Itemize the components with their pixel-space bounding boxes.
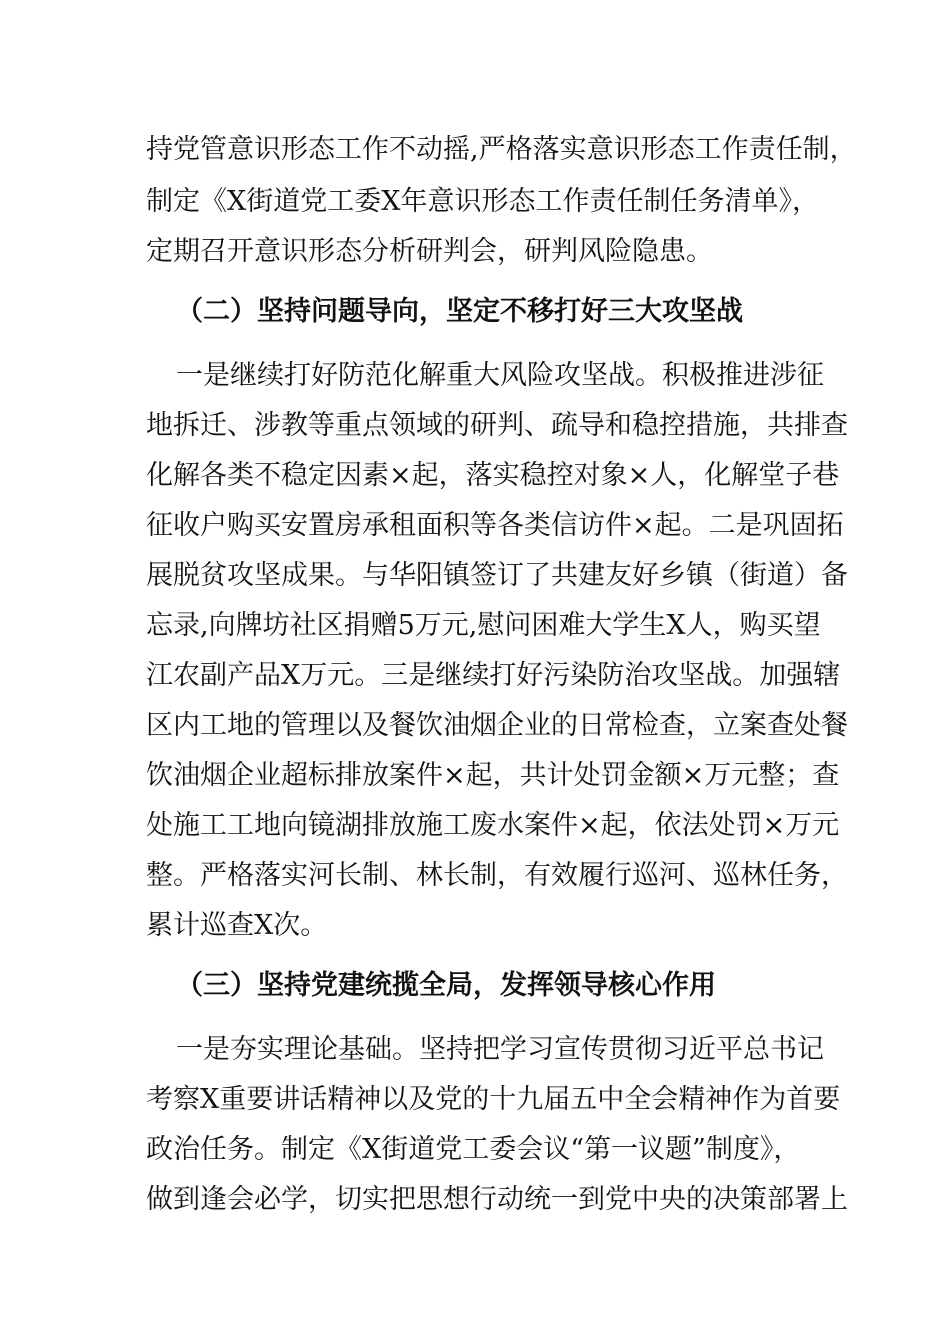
text-line: 区内工地的管理以及餐饮油烟企业的日常检查，立案查处餐 [146,710,848,741]
text-line: 持党管意识形态工作不动摇,严格落实意识形态工作责任制， [146,134,857,165]
text-line: 定期召开意识形态分析研判会，研判风险隐患。 [146,236,713,267]
text-line: 考察X重要讲话精神以及党的十九届五中全会精神作为首要 [146,1084,841,1115]
text-line: 饮油烟企业超标排放案件×起，共计处罚金额×万元整；查 [146,760,840,791]
text-line: 政治任务。制定《X街道党工委会议“第一议题”制度》， [146,1134,801,1165]
section-heading: （三）坚持党建统揽全局，发挥领导核心作用 [176,970,716,1001]
text-line: 地拆迁、涉教等重点领域的研判、疏导和稳控措施，共排查 [146,410,848,441]
text-line: 做到逢会必学，切实把思想行动统一到党中央的决策部署上 [146,1184,848,1215]
text-line: 化解各类不稳定因素×起，落实稳控对象×人，化解堂子巷 [146,460,840,491]
section-heading: （二）坚持问题导向，坚定不移打好三大攻坚战 [176,296,743,327]
text-line: 展脱贫攻坚成果。与华阳镇签订了共建友好乡镇（街道）备 [146,560,848,591]
text-line: 征收户购买安置房承租面积等各类信访件×起。二是巩固拓 [146,510,844,541]
text-line: 一是夯实理论基础。坚持把学习宣传贯彻习近平总书记 [176,1034,824,1065]
text-line: 江农副产品X万元。三是继续打好污染防治攻坚战。加强辖 [146,660,841,691]
text-line: 一是继续打好防范化解重大风险攻坚战。积极推进涉征 [176,360,824,391]
text-line: 累计巡查X次。 [146,910,328,941]
text-line: 忘录,向牌坊社区捐赠5万元,慰问困难大学生X人，购买望 [146,610,821,641]
text-line: 整。严格落实河长制、林长制，有效履行巡河、巡林任务， [146,860,848,891]
text-line: 处施工工地向镜湖排放施工废水案件×起，依法处罚×万元 [146,810,840,841]
text-line: 制定《X街道党工委X年意识形态工作责任制任务清单》， [146,186,819,217]
